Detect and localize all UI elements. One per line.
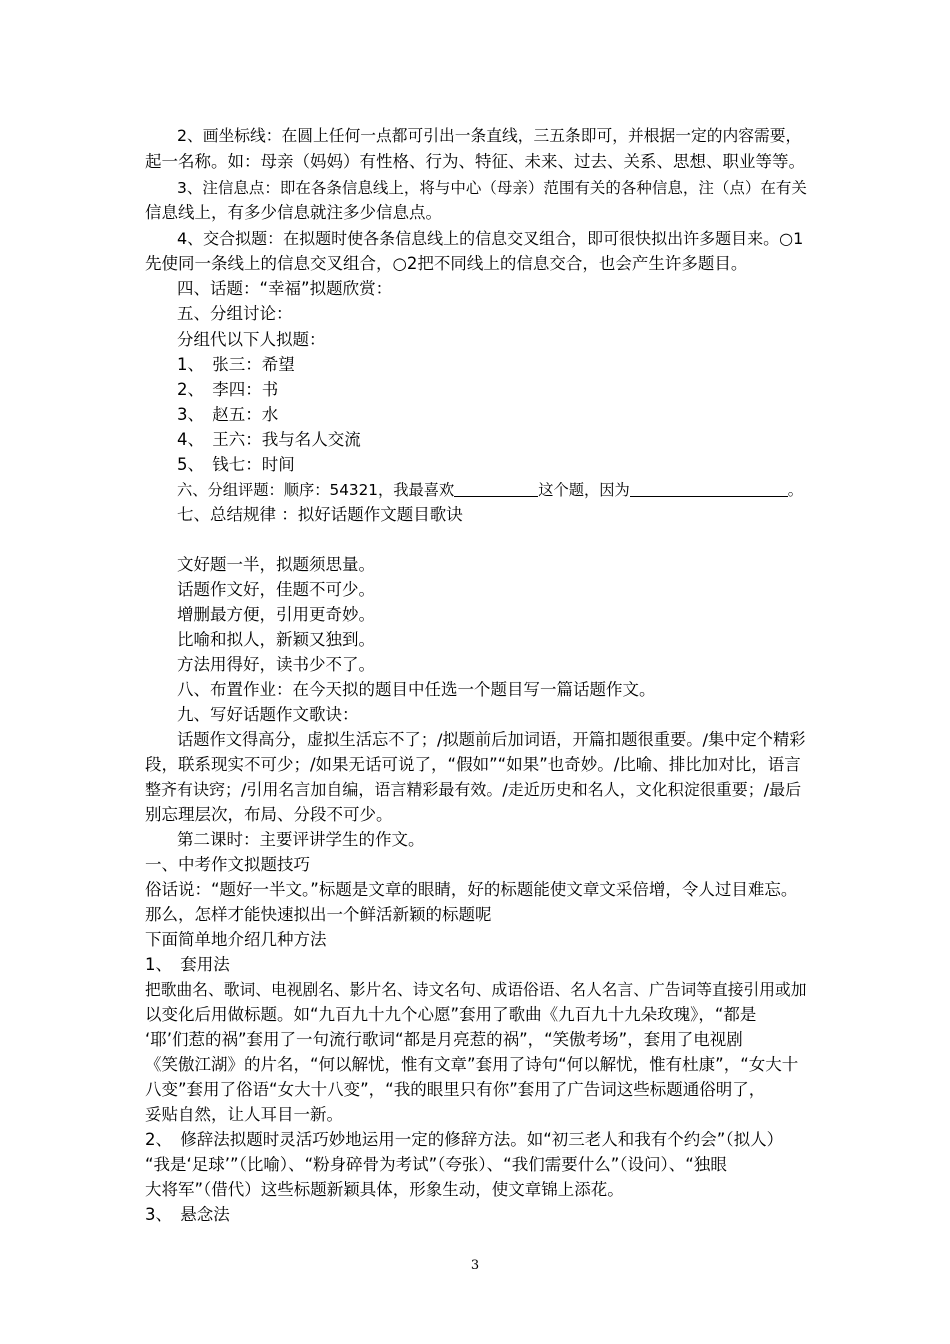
text-line: 下面简单地介绍几种方法 [145,930,327,949]
text-line: 别忘理层次，布局、分段不可少。 [145,805,393,824]
verse-line: 增删最方便，引用更奇妙。 [177,605,375,624]
text-line: ‘耶’们惹的祸”套用了一句流行歌词“都是月亮惹的祸”，“笑傲考场”，套用了电视剧 [145,1030,743,1049]
list-item: 2、 修辞法拟题时灵活巧妙地运用一定的修辞方法。如“初三老人和我有个约会”（拟人） [145,1130,784,1149]
text-line: 话题作文得高分，虚拟生活忘不了；/拟题前后加词语，开篇扣题很重要。/集中定个精彩 [177,730,806,749]
text-segment: 。 [787,481,804,499]
page-number: 3 [470,1258,480,1273]
text-line: 以变化后用做标题。如“九百九十九个心愿”套用了歌曲《九百九十九朵玫瑰》，“都是 [145,1005,757,1024]
text-line: 起一名称。如：母亲（妈妈）有性格、行为、特征、未来、过去、关系、思想、职业等等。 [145,152,805,171]
list-item: 1、 套用法 [145,955,230,974]
section-heading: 七、总结规律 ：拟好话题作文题目歌诀 [177,505,463,524]
text-line: 分组代以下人拟题： [177,330,326,349]
text-line: 大将军”（借代）这些标题新颖具体，形象生动，使文章锦上添花。 [145,1180,624,1199]
verse-line: 话题作文好，佳题不可少。 [177,580,375,599]
text-line: 3、注信息点：即在各条信息线上，将与中心（母亲）范围有关的各种信息，注（点）在有关 [177,179,807,197]
text-line: 俗话说：“题好一半文。”标题是文章的眼睛，好的标题能使文章文采倍增，令人过目难忘。 [145,880,798,899]
list-item: 2、 李四：书 [177,380,279,399]
text-line: 2、画坐标线：在圆上任何一点都可引出一条直线，三五条即可，并根据一定的内容需要， [177,126,802,145]
fill-in-line [177,478,803,502]
text-segment: 这个题，因为 [538,481,630,499]
list-item: 3、 赵五：水 [177,405,279,424]
text-line: 妥贴自然，让人耳目一新。 [145,1105,343,1124]
section-heading: 一、中考作文拟题技巧 [145,855,310,874]
text-segment: 六、分组评题：顺序：54321，我最喜欢 [177,481,455,499]
list-item: 3、 悬念法 [145,1205,230,1224]
text-line: 整齐有诀窍；/引用名言加自编，语言精彩最有效。/走近历史和名人，文化积淀很重要；/最后 [145,780,802,799]
text-line: 先使同一条线上的信息交叉组合，○2把不同线上的信息交合，也会产生许多题目。 [145,254,748,273]
answer-blank [454,480,538,497]
text-line: 八变”套用了俗语“女大十八变”，“我的眼里只有你”套用了广告词这些标题通俗明了， [145,1080,766,1099]
text-line: 段，联系现实不可少；/如果无话可说了，“假如”“如果”也奇妙。/比喻、排比加对比，语言 [145,755,801,774]
text-line: 信息线上，有多少信息就注多少信息点。 [145,203,442,222]
text-line: 4、交合拟题：在拟题时使各条信息线上的信息交叉组合，即可很快拟出许多题目来。○1 [177,229,804,248]
text-line: 把歌曲名、歌词、电视剧名、影片名、诗文名句、成语俗语、名人名言、广告词等直接引用或加 [145,980,807,999]
text-line: 《笑傲江湖》的片名，“何以解忧，惟有文章”套用了诗句“何以解忧，惟有杜康”，“女大十 [145,1055,799,1074]
list-item: 4、 王六：我与名人交流 [177,430,361,449]
text-line: 九、写好话题作文歌诀： [177,705,359,724]
text-line: “我是‘足球’”（比喻）、“粉身碎骨为考试”（夸张）、“我们需要什么”（设问）、“独眼 [145,1155,727,1174]
text-line: 八、布置作业：在今天拟的题目中任选一个题目写一篇话题作文。 [177,680,656,699]
list-item: 1、 张三：希望 [177,355,295,374]
verse-line: 方法用得好，读书少不了。 [177,655,375,674]
answer-blank [630,480,788,497]
text-line: 四、话题：“幸福”拟题欣赏： [177,279,393,298]
text-line: 五、分组讨论： [177,304,293,323]
verse-line: 文好题一半，拟题须思量。 [177,555,375,574]
text-line: 那么，怎样才能快速拟出一个鲜活新颖的标题呢 [145,905,492,924]
verse-line: 比喻和拟人，新颖又独到。 [177,630,375,649]
text-line: 第二课时：主要评讲学生的作文。 [177,830,425,849]
list-item: 5、 钱七：时间 [177,455,295,474]
